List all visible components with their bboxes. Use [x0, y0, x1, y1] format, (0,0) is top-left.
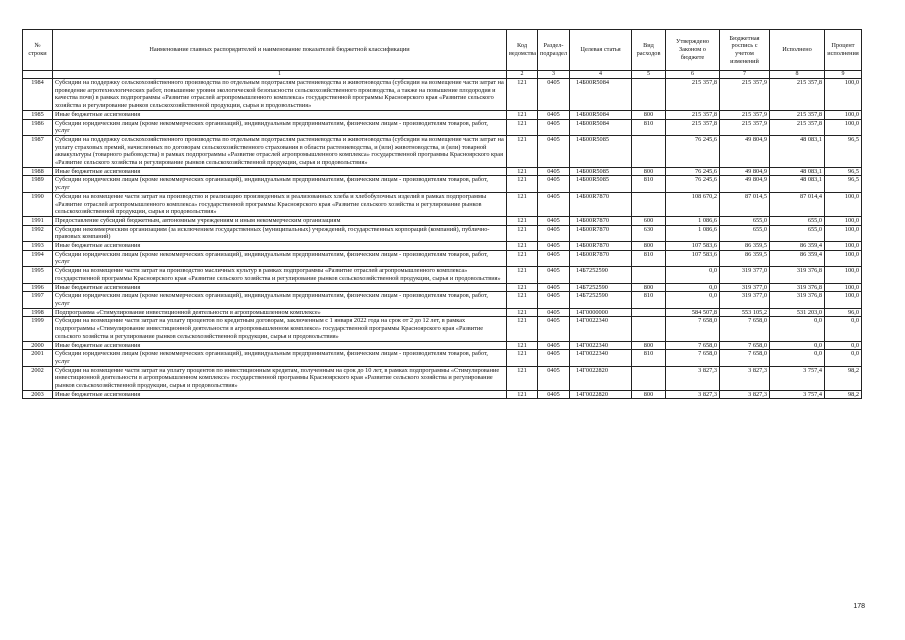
row-expense-type: 810: [632, 292, 666, 308]
row-section: 0405: [538, 250, 570, 266]
row-budget: 49 804,9: [720, 135, 770, 167]
header-section: Раздел-подраздел: [538, 30, 570, 71]
row-budget: 7 658,0: [720, 350, 770, 366]
row-expense-type: 810: [632, 250, 666, 266]
row-budget: 7 658,0: [720, 341, 770, 350]
row-approved: 7 658,0: [666, 317, 720, 341]
row-budget: 215 357,9: [720, 110, 770, 119]
row-executed: 0,0: [770, 317, 825, 341]
row-target-article: 14Б00R7870: [570, 250, 632, 266]
row-name: Субсидии юридическим лицам (кроме некоммерческих организаций), индивидуальным предпринимателям, физическим лицам - производителям товаров, работ, услуг: [53, 350, 507, 366]
row-name: Субсидии на возмещение части затрат на производство масличных культур в рамках подпрограммы «Развитие отраслей агропромышленного комплекса» государственной программы Красноярского края «Развитие сельского хозяйства и регулирование рынков сельскохозяйственной продукции, сырья и продовольствия»: [53, 267, 507, 283]
row-number: 1984: [23, 79, 53, 111]
row-approved: 584 507,8: [666, 308, 720, 317]
row-name: Иные бюджетные ассигнования: [53, 390, 507, 399]
row-section: 0405: [538, 225, 570, 241]
row-approved: 107 583,6: [666, 250, 720, 266]
row-name: Иные бюджетные ассигнования: [53, 242, 507, 251]
row-expense-type: [632, 135, 666, 167]
row-budget: 319 377,0: [720, 267, 770, 283]
row-name: Субсидии юридическим лицам (кроме некоммерческих организаций), индивидуальным предпринимателям, физическим лицам - производителям товаров, работ, услуг: [53, 176, 507, 192]
row-percent: 100,0: [825, 79, 862, 111]
row-executed: 531 203,0: [770, 308, 825, 317]
table-row: [23, 250, 862, 266]
row-expense-type: [632, 192, 666, 216]
column-number: 2: [507, 71, 538, 79]
row-percent: 0,0: [825, 341, 862, 350]
budget-execution-table: [22, 29, 862, 399]
row-approved: 76 245,6: [666, 176, 720, 192]
row-number: 1989: [23, 176, 53, 192]
column-number: 1: [53, 71, 507, 79]
column-number: 8: [770, 71, 825, 79]
row-executed: 319 376,8: [770, 283, 825, 292]
row-target-article: 14Б00R7870: [570, 192, 632, 216]
header-target: Целевая статья: [570, 30, 632, 71]
row-section: 0405: [538, 317, 570, 341]
row-executed: 48 083,1: [770, 135, 825, 167]
row-ministry-code: 121: [507, 167, 538, 176]
row-ministry-code: 121: [507, 283, 538, 292]
row-number: 2000: [23, 341, 53, 350]
row-section: 0405: [538, 350, 570, 366]
row-ministry-code: 121: [507, 341, 538, 350]
column-number: 5: [632, 71, 666, 79]
row-expense-type: 810: [632, 119, 666, 135]
row-section: 0405: [538, 341, 570, 350]
column-number: 6: [666, 71, 720, 79]
row-executed: 3 757,4: [770, 390, 825, 399]
row-ministry-code: 121: [507, 390, 538, 399]
row-expense-type: 630: [632, 225, 666, 241]
row-target-article: 14Б00R5084: [570, 110, 632, 119]
row-number: 1998: [23, 308, 53, 317]
row-section: 0405: [538, 192, 570, 216]
row-approved: 3 827,3: [666, 366, 720, 390]
row-executed: 215 357,8: [770, 119, 825, 135]
row-expense-type: [632, 317, 666, 341]
table-row: [23, 216, 862, 225]
row-percent: 96,5: [825, 176, 862, 192]
row-number: 1997: [23, 292, 53, 308]
column-number-row: [23, 71, 862, 79]
row-budget: 3 827,3: [720, 390, 770, 399]
row-section: 0405: [538, 390, 570, 399]
row-approved: 0,0: [666, 292, 720, 308]
row-section: 0405: [538, 308, 570, 317]
row-number: 1995: [23, 267, 53, 283]
row-target-article: 14Г0022340: [570, 350, 632, 366]
row-number: 1994: [23, 250, 53, 266]
table-row: [23, 283, 862, 292]
row-executed: 3 757,4: [770, 366, 825, 390]
row-percent: 100,0: [825, 192, 862, 216]
row-executed: 48 083,1: [770, 167, 825, 176]
row-budget: 319 377,0: [720, 283, 770, 292]
page-number: 178: [853, 603, 865, 610]
row-budget: 319 377,0: [720, 292, 770, 308]
row-budget: 655,0: [720, 216, 770, 225]
row-number: 2002: [23, 366, 53, 390]
row-expense-type: [632, 366, 666, 390]
table-row: [23, 225, 862, 241]
table-row: [23, 110, 862, 119]
row-budget: 86 359,5: [720, 242, 770, 251]
row-expense-type: 800: [632, 390, 666, 399]
row-ministry-code: 121: [507, 135, 538, 167]
row-percent: 100,0: [825, 242, 862, 251]
row-section: 0405: [538, 216, 570, 225]
header-num: № строки: [23, 30, 53, 71]
row-expense-type: [632, 79, 666, 111]
row-approved: 0,0: [666, 267, 720, 283]
row-expense-type: [632, 267, 666, 283]
row-percent: 100,0: [825, 292, 862, 308]
column-number: 3: [538, 71, 570, 79]
row-budget: 49 804,9: [720, 176, 770, 192]
row-executed: 86 359,4: [770, 250, 825, 266]
row-name: Субсидии на поддержку сельскохозяйственного производства по отдельным подотраслям растениеводства и животноводства (субсидии на возмещение части затрат на проведение агротехнологических работ, повышение уровня экологической безопасности сельскохозяйственного производства, а также на повышение плодородия и качества почв) в рамках подпрограммы «Развитие отраслей агропромышленного комплекса» государственной программы Красноярского края «Развитие сельского хозяйства и регулирование рынков сельскохозяйственной продукции, сырья и продовольствия»: [53, 79, 507, 111]
row-percent: 100,0: [825, 216, 862, 225]
row-number: 1986: [23, 119, 53, 135]
row-target-article: 14Б00R5085: [570, 135, 632, 167]
row-section: 0405: [538, 242, 570, 251]
row-ministry-code: 121: [507, 110, 538, 119]
row-budget: 553 105,2: [720, 308, 770, 317]
row-section: 0405: [538, 283, 570, 292]
table-row: [23, 390, 862, 399]
row-executed: 655,0: [770, 225, 825, 241]
row-approved: 215 357,8: [666, 79, 720, 111]
row-percent: 98,2: [825, 366, 862, 390]
header-budget: Бюджетная роспись с учетом изменений: [720, 30, 770, 71]
table-row: [23, 167, 862, 176]
table-row: [23, 176, 862, 192]
row-budget: 49 804,9: [720, 167, 770, 176]
row-target-article: 14Г0000000: [570, 308, 632, 317]
row-approved: 3 827,3: [666, 390, 720, 399]
row-ministry-code: 121: [507, 292, 538, 308]
row-percent: 100,0: [825, 283, 862, 292]
row-budget: 7 658,0: [720, 317, 770, 341]
row-name: Субсидии юридическим лицам (кроме некоммерческих организаций), индивидуальным предпринимателям, физическим лицам - производителям товаров, работ, услуг: [53, 119, 507, 135]
table-row: [23, 308, 862, 317]
column-number: 9: [825, 71, 862, 79]
row-executed: 0,0: [770, 350, 825, 366]
row-target-article: 14Г0022820: [570, 390, 632, 399]
row-approved: 1 086,6: [666, 225, 720, 241]
table-row: [23, 267, 862, 283]
table-row: [23, 119, 862, 135]
table-body: [23, 79, 862, 399]
row-percent: 100,0: [825, 250, 862, 266]
row-number: 1988: [23, 167, 53, 176]
row-ministry-code: 121: [507, 350, 538, 366]
row-ministry-code: 121: [507, 176, 538, 192]
row-approved: 107 583,6: [666, 242, 720, 251]
row-budget: 215 357,9: [720, 79, 770, 111]
row-name: Иные бюджетные ассигнования: [53, 341, 507, 350]
row-section: 0405: [538, 167, 570, 176]
row-ministry-code: 121: [507, 216, 538, 225]
row-name: Субсидии юридическим лицам (кроме некоммерческих организаций), индивидуальным предпринимателям, физическим лицам - производителям товаров, работ, услуг: [53, 250, 507, 266]
row-percent: 100,0: [825, 119, 862, 135]
row-ministry-code: 121: [507, 250, 538, 266]
row-expense-type: 800: [632, 283, 666, 292]
row-executed: 655,0: [770, 216, 825, 225]
row-number: 1987: [23, 135, 53, 167]
row-budget: 87 014,5: [720, 192, 770, 216]
row-expense-type: 800: [632, 167, 666, 176]
row-number: 1985: [23, 110, 53, 119]
header-code: Код ведомства: [507, 30, 538, 71]
row-section: 0405: [538, 267, 570, 283]
row-executed: 319 376,8: [770, 292, 825, 308]
row-target-article: 14Б7252590: [570, 267, 632, 283]
row-number: 1996: [23, 283, 53, 292]
row-target-article: 14Г0022340: [570, 317, 632, 341]
row-percent: 98,2: [825, 390, 862, 399]
row-ministry-code: 121: [507, 119, 538, 135]
row-budget: 655,0: [720, 225, 770, 241]
row-name: Субсидии на возмещение части затрат на уплату процентов по инвестиционным кредитам, полученным на срок до 10 лет, в рамках подпрограммы «Стимулирование инвестиционной деятельности в агропромышленном комплексе» государственной программы Красноярского края «Развитие сельского хозяйства и регулирование рынков сельскохозяйственной продукции, сырья и продовольствия»: [53, 366, 507, 390]
column-number: 7: [720, 71, 770, 79]
header-approved: Утверждено Законом о бюджете: [666, 30, 720, 71]
row-number: 1999: [23, 317, 53, 341]
row-target-article: 14Б00R5085: [570, 167, 632, 176]
row-target-article: 14Б00R5084: [570, 79, 632, 111]
row-approved: 76 245,6: [666, 167, 720, 176]
row-approved: 7 658,0: [666, 350, 720, 366]
column-number: 4: [570, 71, 632, 79]
row-executed: 215 357,8: [770, 79, 825, 111]
table-row: [23, 79, 862, 111]
row-name: Субсидии некоммерческим организациям (за исключением государственных (муниципальных) учреждений, государственных корпораций (компаний), публично-правовых компаний): [53, 225, 507, 241]
table-row: [23, 341, 862, 350]
row-percent: 100,0: [825, 267, 862, 283]
row-budget: 215 357,9: [720, 119, 770, 135]
row-percent: 0,0: [825, 317, 862, 341]
row-ministry-code: 121: [507, 267, 538, 283]
row-section: 0405: [538, 176, 570, 192]
row-approved: 108 670,2: [666, 192, 720, 216]
row-percent: 100,0: [825, 110, 862, 119]
row-target-article: 14Б7252590: [570, 292, 632, 308]
row-name: Субсидии на поддержку сельскохозяйственного производства по отдельным подотраслям растениеводства и животноводства (субсидии на возмещение части затрат на уплату страховых премий, начисленных по договорам сельскохозяйственного страхования в области растениеводства, и (или) животноводства, и (или) товарной аквакультуры (товарного рыбоводства) в рамках подпрограммы «Развитие отраслей агропромышленного комплекса» государственной программы Красноярского края «Развитие сельского хозяйства и регулирование рынков сельскохозяйственной продукции, сырья и продовольствия»: [53, 135, 507, 167]
row-name: Субсидии на возмещение части затрат на производство и реализацию произведенных и реализованных хлеба и хлебобулочных изделий в рамках подпрограммы «Развитие отраслей агропромышленного комплекса» государственной программы Красноярского края «Развитие сельского хозяйства и регулирование рынков сельскохозяйственной продукции, сырья и продовольствия»: [53, 192, 507, 216]
table-row: [23, 350, 862, 366]
row-number: 2003: [23, 390, 53, 399]
table-row: [23, 135, 862, 167]
row-expense-type: 810: [632, 350, 666, 366]
row-percent: 96,5: [825, 135, 862, 167]
table-row: [23, 292, 862, 308]
row-executed: 86 359,4: [770, 242, 825, 251]
row-number: 1991: [23, 216, 53, 225]
table-row: [23, 242, 862, 251]
row-expense-type: [632, 308, 666, 317]
row-target-article: 14Б00R7870: [570, 216, 632, 225]
row-approved: 1 086,6: [666, 216, 720, 225]
row-section: 0405: [538, 292, 570, 308]
row-percent: 96,5: [825, 167, 862, 176]
row-section: 0405: [538, 135, 570, 167]
row-expense-type: 810: [632, 176, 666, 192]
row-ministry-code: 121: [507, 366, 538, 390]
row-target-article: 14Б7252590: [570, 283, 632, 292]
row-section: 0405: [538, 119, 570, 135]
header-type: Вид расходов: [632, 30, 666, 71]
row-target-article: 14Г0022340: [570, 341, 632, 350]
row-number: 2001: [23, 350, 53, 366]
row-section: 0405: [538, 79, 570, 111]
column-number: [23, 71, 53, 79]
row-ministry-code: 121: [507, 308, 538, 317]
row-approved: 7 658,0: [666, 341, 720, 350]
row-name: Иные бюджетные ассигнования: [53, 110, 507, 119]
row-name: Субсидии на возмещение части затрат на уплату процентов по кредитным договорам, заключенным с 1 января 2022 года на срок от 2 до 12 лет, в рамках подпрограммы «Стимулирование инвестиционной деятельности в агропромышленном комплексе» государственной программы Красноярского края «Развитие сельского хозяйства и регулирование рынков сельскохозяйственной продукции, сырья и продовольствия»: [53, 317, 507, 341]
table-row: [23, 317, 862, 341]
header-name: Наименование главных распорядителей и наименование показателей бюджетной классификации: [53, 30, 507, 71]
row-target-article: 14Г0022820: [570, 366, 632, 390]
header-percent: Процент исполнения: [825, 30, 862, 71]
row-name: Подпрограмма «Стимулирование инвестиционной деятельности в агропромышленном комплексе»: [53, 308, 507, 317]
row-ministry-code: 121: [507, 242, 538, 251]
row-target-article: 14Б00R7870: [570, 225, 632, 241]
row-number: 1990: [23, 192, 53, 216]
row-name: Иные бюджетные ассигнования: [53, 167, 507, 176]
row-approved: 215 357,8: [666, 119, 720, 135]
row-ministry-code: 121: [507, 317, 538, 341]
row-target-article: 14Б00R5084: [570, 119, 632, 135]
row-executed: 215 357,8: [770, 110, 825, 119]
row-executed: 48 083,1: [770, 176, 825, 192]
row-executed: 0,0: [770, 341, 825, 350]
row-approved: 0,0: [666, 283, 720, 292]
row-ministry-code: 121: [507, 79, 538, 111]
table-row: [23, 192, 862, 216]
row-section: 0405: [538, 110, 570, 119]
row-target-article: 14Б00R5085: [570, 176, 632, 192]
table-header-row: [23, 30, 862, 71]
row-name: Субсидии юридическим лицам (кроме некоммерческих организаций), индивидуальным предпринимателям, физическим лицам - производителям товаров, работ, услуг: [53, 292, 507, 308]
row-approved: 76 245,6: [666, 135, 720, 167]
row-number: 1992: [23, 225, 53, 241]
row-executed: 87 014,4: [770, 192, 825, 216]
row-expense-type: 600: [632, 216, 666, 225]
row-expense-type: 800: [632, 341, 666, 350]
row-budget: 86 359,5: [720, 250, 770, 266]
row-ministry-code: 121: [507, 225, 538, 241]
table-row: [23, 366, 862, 390]
row-section: 0405: [538, 366, 570, 390]
row-expense-type: 800: [632, 110, 666, 119]
row-name: Предоставление субсидий бюджетным, автономным учреждениям и иным некоммерческим организациям: [53, 216, 507, 225]
row-name: Иные бюджетные ассигнования: [53, 283, 507, 292]
row-ministry-code: 121: [507, 192, 538, 216]
header-executed: Исполнено: [770, 30, 825, 71]
row-percent: 0,0: [825, 350, 862, 366]
row-percent: 96,0: [825, 308, 862, 317]
row-executed: 319 376,8: [770, 267, 825, 283]
row-approved: 215 357,8: [666, 110, 720, 119]
row-percent: 100,0: [825, 225, 862, 241]
row-expense-type: 800: [632, 242, 666, 251]
row-target-article: 14Б00R7870: [570, 242, 632, 251]
row-budget: 3 827,3: [720, 366, 770, 390]
row-number: 1993: [23, 242, 53, 251]
